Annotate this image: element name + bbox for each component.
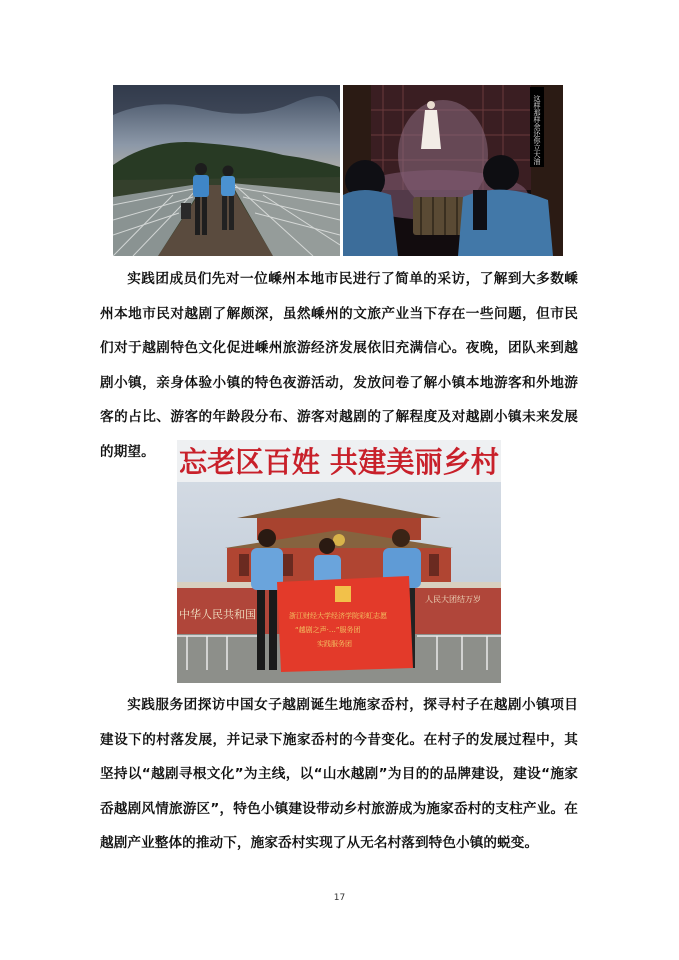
flag-line-1: 浙江财经大学经济学院彩虹志愿 — [289, 612, 387, 620]
building-sign-left: 中华人民共和国 — [179, 608, 256, 621]
flag-line-3: 实践服务团 — [317, 640, 352, 648]
paragraph-2-text: 实践服务团探访中国女子越剧诞生地施家岙村，探寻村子在越剧小镇项目建设下的村落发展，并记录下施家岙村的今昔变化。在村子的发展过程中，其坚持以“越剧寻根文化”为主线，以“山水越剧”为目的的品牌建设，建设“施家岙越剧风情旅游区”，特色小镇建设带动乡村旅游成为施家岙村的支柱产业。在越剧产业整体的推动下，施家岙村实现了从无名村落到特色小镇的蜕变。 — [100, 697, 578, 852]
group-photo — [177, 440, 501, 683]
bridge-photo — [113, 85, 340, 256]
paragraph-1 — [100, 262, 578, 470]
flag-line-2: “越剧之声·…”服务团 — [295, 626, 361, 634]
opera-photo — [343, 85, 563, 256]
opera-vertical-caption: 这样那样余还你立大油 — [533, 95, 541, 165]
bridge-photo-image — [113, 85, 340, 256]
banner-text: 忘老区百姓 共建美丽乡村 — [179, 445, 499, 479]
opera-photo-image — [343, 85, 563, 256]
paragraph-2 — [100, 688, 578, 861]
paragraph-1-text: 实践团成员们先对一位嵊州本地市民进行了简单的采访，了解到大多数嵊州本地市民对越剧了解颇深，虽然嵊州的文旅产业当下存在一些问题，但市民们对于越剧特色文化促进嵊州旅游经济发展依旧充满信心。夜晚，团队来到越剧小镇，亲身体验小镇的特色夜游活动，发放问卷了解小镇本地游客和外地游客的占比、游客的年龄段分布、游客对越剧的了解程度及对越剧小镇未来发展的期望。 — [100, 271, 578, 460]
group-photo-image — [177, 440, 501, 683]
page-number: 17 — [333, 893, 346, 903]
building-sign-right: 人民大团结万岁 — [425, 595, 481, 604]
